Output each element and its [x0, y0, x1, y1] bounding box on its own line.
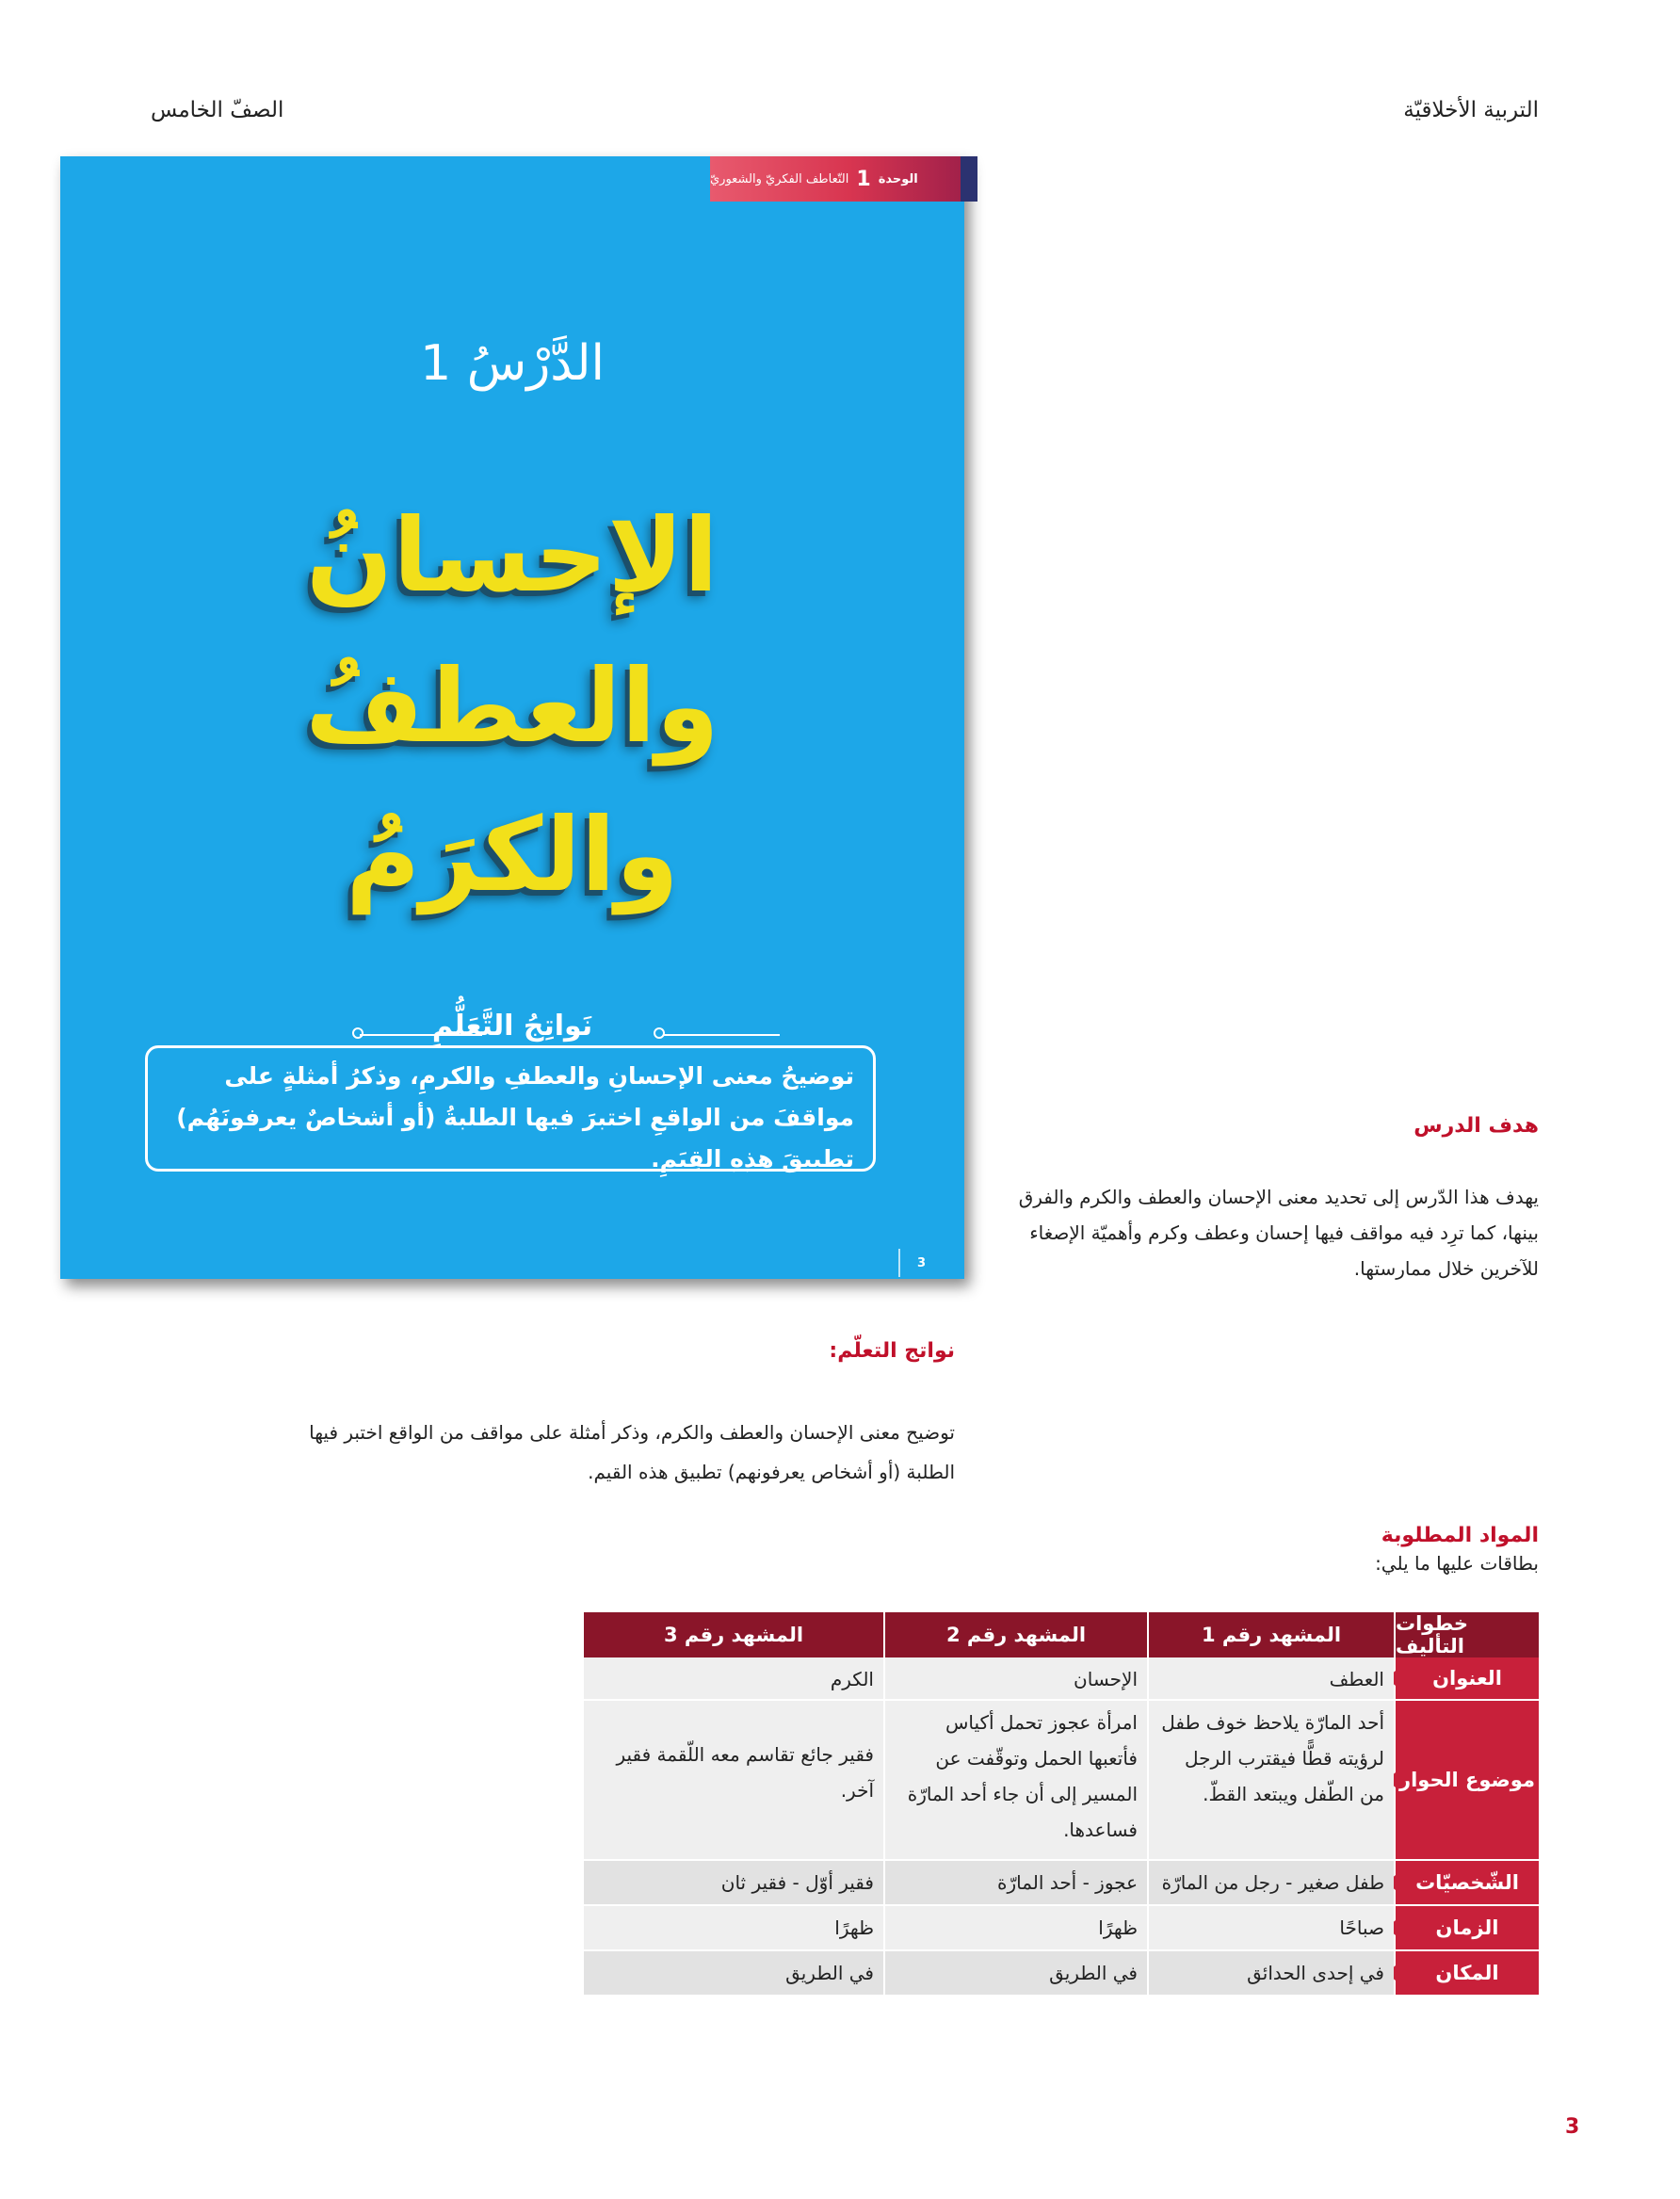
scenes-table [584, 1612, 1539, 1998]
grade-label: الصفّ الخامس [151, 98, 284, 122]
table-cell: فقير أوّل - فقير ثان [584, 1861, 883, 1904]
table-cell: عجوز - أحد المارّة [885, 1861, 1147, 1904]
lesson-cover [60, 156, 964, 1279]
lesson-title-line-3: والكرَمُ [346, 797, 679, 914]
lesson-title-line-2: والعطفُ [305, 648, 719, 766]
table-cell: في الطريق [885, 1951, 1147, 1995]
unit-word: الوحدة [878, 171, 918, 186]
learning-outcomes-heading: نواتج التعلّم: [829, 1339, 955, 1363]
learning-outcomes-text: توضيح معنى الإحسان والعطف والكرم، وذكر أمثلة على مواقف من الواقع اختبر فيها الطلبة (أو أشخاص يعرفونهم) تطبيق هذه القيم. [309, 1421, 955, 1483]
unit-tab [710, 156, 964, 202]
row-label-topic: موضوع الحوار [1396, 1701, 1539, 1859]
row-label-title: العنوان [1396, 1657, 1539, 1699]
table-cell: ظهرًا [885, 1906, 1147, 1949]
table-cell: العطف [1149, 1657, 1394, 1699]
table-cell: ظهرًا [584, 1906, 883, 1949]
outcomes-rule-right [657, 1034, 780, 1036]
goal-heading: هدف الدرس [1413, 1114, 1539, 1138]
header-scene-3: المشهد رقم 3 [584, 1612, 883, 1657]
row-label-place: المكان [1396, 1951, 1539, 1995]
table-cell: صباحًا [1149, 1906, 1394, 1949]
outcomes-text: توضيحُ معنى الإحسانِ والعطفِ والكرمِ، وذكرُ أمثلةٍ على مواقفَ من الواقعِ اختبرَ فيها الطلبةُ (أو أشخاصٌ يعرفونَهُم) تطبيقَ هذِهِ القِيَمِ. [176, 1062, 854, 1172]
outcomes-dot-right [654, 1027, 665, 1039]
goal-text: يهدف هذا الدّرس إلى تحديد معنى الإحسان والعطف والكرم والفرق بينها، كما ترِد فيه مواقف فيها إحسان وعطف وكرم وأهميّة الإصغاء للآخرين خلال ممارستها. [1018, 1186, 1539, 1280]
row-label-characters: الشّخصيّات [1396, 1861, 1539, 1904]
header-steps: خطوات التأليف [1396, 1612, 1539, 1657]
table-cell: طفل صغير - رجل من المارّة [1149, 1861, 1394, 1904]
page-number: 3 [1565, 2115, 1580, 2139]
lesson-title-line-1: الإحسانُ [306, 497, 719, 615]
book-subject: التربية الأخلاقيّة [1403, 98, 1539, 122]
table-cell: أحد المارّة يلاحظ خوف طفل لرؤيته قطًّا فيقترب الرجل من الطّفل ويبتعد القطّ. [1149, 1701, 1394, 1859]
lesson-label: الدَّرْسُ 1 [420, 335, 605, 392]
materials-heading: المواد المطلوبة [1381, 1524, 1539, 1547]
table-cell: في الطريق [584, 1951, 883, 1995]
row-label-time: الزمان [1396, 1906, 1539, 1949]
table-cell: امرأة عجوز تحمل أكياس فأتعبها الحمل وتوقّفت عن المسير إلى أن جاء أحد المارّة فساعدها. [885, 1701, 1147, 1859]
outcomes-box [145, 1045, 876, 1172]
table-cell: في إحدى الحدائق [1149, 1951, 1394, 1995]
cover-page-rule [898, 1249, 900, 1277]
cover-page-number: 3 [917, 1256, 927, 1270]
unit-number: 1 [856, 167, 871, 191]
materials-subheading: بطاقات عليها ما يلي: [1375, 1552, 1539, 1575]
header-scene-1: المشهد رقم 1 [1149, 1612, 1394, 1657]
table-cell: الكرم [584, 1657, 883, 1699]
outcomes-heading: نَواتِجُ التَّعَلُّمِ [431, 1010, 593, 1043]
header-scene-2: المشهد رقم 2 [885, 1612, 1147, 1657]
table-cell: فقير جائع تقاسم معه اللّقمة فقير آخر. [584, 1701, 883, 1859]
unit-name: التّعاطف الفكريّ والشعوريّ [710, 171, 849, 186]
table-cell: الإحسان [885, 1657, 1147, 1699]
